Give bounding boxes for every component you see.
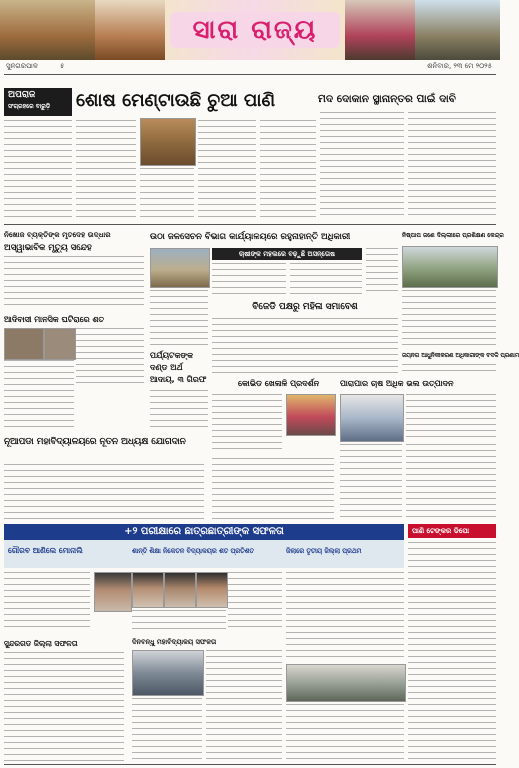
article-column (286, 704, 404, 762)
story2-headline: ନିଖୋଜ ବ୍ୟକ୍ତିଙ୍କ ମୃତଦେହ ଉଦ୍ଧାର (4, 230, 111, 239)
story9-headline: ନୂଆପଡା ମହାବିଦ୍ୟାଳୟରେ ନୂତନ ଅଧ୍ୟକ୍ଷ ଯୋଗଦାନ (4, 437, 186, 447)
article-column (198, 120, 256, 220)
student-photo (196, 572, 228, 608)
story3-sub: ଚାଷୀଙ୍କ ମହଲରେ ବଢ଼ୁଛି ଅସନ୍ତୋଷ (212, 248, 362, 260)
article-column (408, 542, 496, 762)
monument-photo (95, 0, 165, 60)
page-number: ୫ (60, 62, 65, 70)
article-column (4, 572, 90, 632)
building-photo (415, 0, 500, 60)
kicker-line2: ସଂଗ୍ରହରେ ବାରୁଡ଼ି (8, 103, 51, 110)
article-column (150, 390, 208, 430)
college-photo (132, 650, 204, 696)
article-column (4, 256, 144, 310)
temple-photo (0, 0, 95, 60)
article-column (212, 318, 398, 376)
story7-headline: କୋଭିଡ ଖେଳାଳି ପ୍ରଦର୍ଶନ (238, 379, 320, 388)
article-column (4, 464, 204, 520)
article-column (290, 263, 362, 295)
training-photo (402, 246, 498, 288)
article-column (340, 444, 402, 520)
band-sub1: ଗୌରବ ଆଣିଲେ ମୋନାଲି (8, 546, 83, 555)
story11-headline: ଜୟନଗ ଆଧୁନିକୀକରଣ ଅଧିକାରୀଙ୍କ ବଦଳି ପ୍ରଣାମ (402, 353, 519, 359)
left-kicker (4, 88, 72, 116)
article-column (260, 120, 316, 220)
band-sub2: ଶାନ୍ତି ଶିକ୍ଷା ନିକେତନ ବିଦ୍ୟାଳୟର ଶତ ପ୍ରତିଶତ (132, 547, 254, 555)
band-sub3: ଜିଲାରେ ତୃତୀୟ ଜିଲ୍ଲା ପ୍ରଥମ (286, 547, 362, 555)
bottom-left-headline: ସୁନ୍ଦରଗଡ ଜିଲ୍ଲା ସଫଳତା (4, 639, 78, 648)
right-box-headline: ପାଣି ଟେଙ୍କର ଡିପୋ (408, 524, 496, 538)
performance-photo (286, 394, 336, 436)
kicker-line1: ଅପରାଜ (8, 90, 36, 100)
dancers-photo (345, 0, 415, 60)
article-column (406, 444, 496, 520)
article-column (402, 364, 496, 376)
story4-headline: ଆଦିବାସୀ ମାନସିକ ଘଟିରାରେ ଶତ (4, 315, 105, 324)
school-photo (286, 664, 406, 702)
article-column (4, 360, 74, 430)
masthead (0, 0, 500, 60)
article-column (402, 290, 496, 346)
student-photo (132, 572, 164, 608)
group-photo (44, 328, 76, 360)
results-band: +୨ ପରୀକ୍ଷାରେ ଛାତ୍ରଛାତ୍ରୀଙ୍କ ସଫଳତା (4, 524, 404, 540)
story5-headline: ପର୍ଯ୍ୟଟକଙ୍କ ଦଣ୍ଡ ଅର୍ଥ ଆଦାୟ, ୩ ଗିରଫ (150, 351, 207, 384)
top-rule (4, 74, 496, 75)
story3-headline: ଉଠା ଜଳସେଚନ ବିଭାଗ କାର୍ଯ୍ୟାଳୟରେ ରହୁନାହାନ୍ତି ଅଧିକାରୀ (150, 232, 351, 242)
office-photo (150, 248, 210, 288)
student-photo (94, 572, 132, 612)
article-column (406, 394, 496, 440)
article-column (286, 572, 404, 660)
dateline (0, 62, 500, 74)
article-column (150, 290, 208, 346)
article-column (212, 263, 286, 295)
edition-name: ସୁନଗରପାଳ (6, 62, 38, 70)
group-photo (4, 328, 44, 360)
story2-sub: ଅସ୍ୱାଭାବିକ ମୃତ୍ୟୁ ସନ୍ଦେହ (4, 243, 92, 253)
story6-headline: ବିଜେଡି ପକ୍ଷରୁ ମହିଳା ସମାବେଶ (252, 302, 358, 312)
article-column (212, 458, 334, 520)
article-column (320, 112, 404, 220)
article-column (212, 394, 282, 454)
article-column (228, 572, 282, 632)
student-photo (164, 572, 196, 608)
article-column (206, 650, 282, 762)
article-column (132, 610, 226, 632)
article-column (76, 328, 144, 388)
article-column (132, 698, 202, 762)
article-column (140, 168, 194, 220)
story8-headline: ପାରାପାର ଚାଷ ଅଧିକ ଭଲ ଉତ୍ପାଦନ (340, 379, 454, 388)
bottom-mid-headline: ଦିନବନ୍ଧୁ ମହାବିଦ୍ୟାଳୟ ସଫଳତା (132, 638, 217, 646)
article-column (366, 248, 398, 296)
article-column (408, 112, 496, 220)
bottom-rule (4, 764, 496, 765)
main-headline: ଶୋଷ ମେଣ୍ଟାଉଛି ଚୁଆ ପାଣି (76, 90, 276, 111)
issue-date: ଶନିବାର, ୨୩ ମେ ୨୦୨୫ (427, 62, 492, 70)
fish-farming-photo (340, 394, 404, 442)
article-column (4, 120, 72, 220)
article-column (76, 120, 136, 220)
liquor-headline: ମଦ ଦୋକାନ ସ୍ଥାନାନ୍ତର ପାଇଁ ଦାବି (318, 93, 456, 105)
story10-headline: ନିଷ୍ପାପ ଜଣେ ଦିଲ୍ଲୀରେ ପ୍ରଶିକ୍ଷଣ କେନ୍ଦ୍ର (402, 232, 504, 239)
article-column (4, 652, 124, 762)
section-rule (4, 224, 496, 225)
section-title: ସାରା ରାଜ୍ୟ (170, 12, 340, 48)
water-photo (140, 118, 196, 166)
